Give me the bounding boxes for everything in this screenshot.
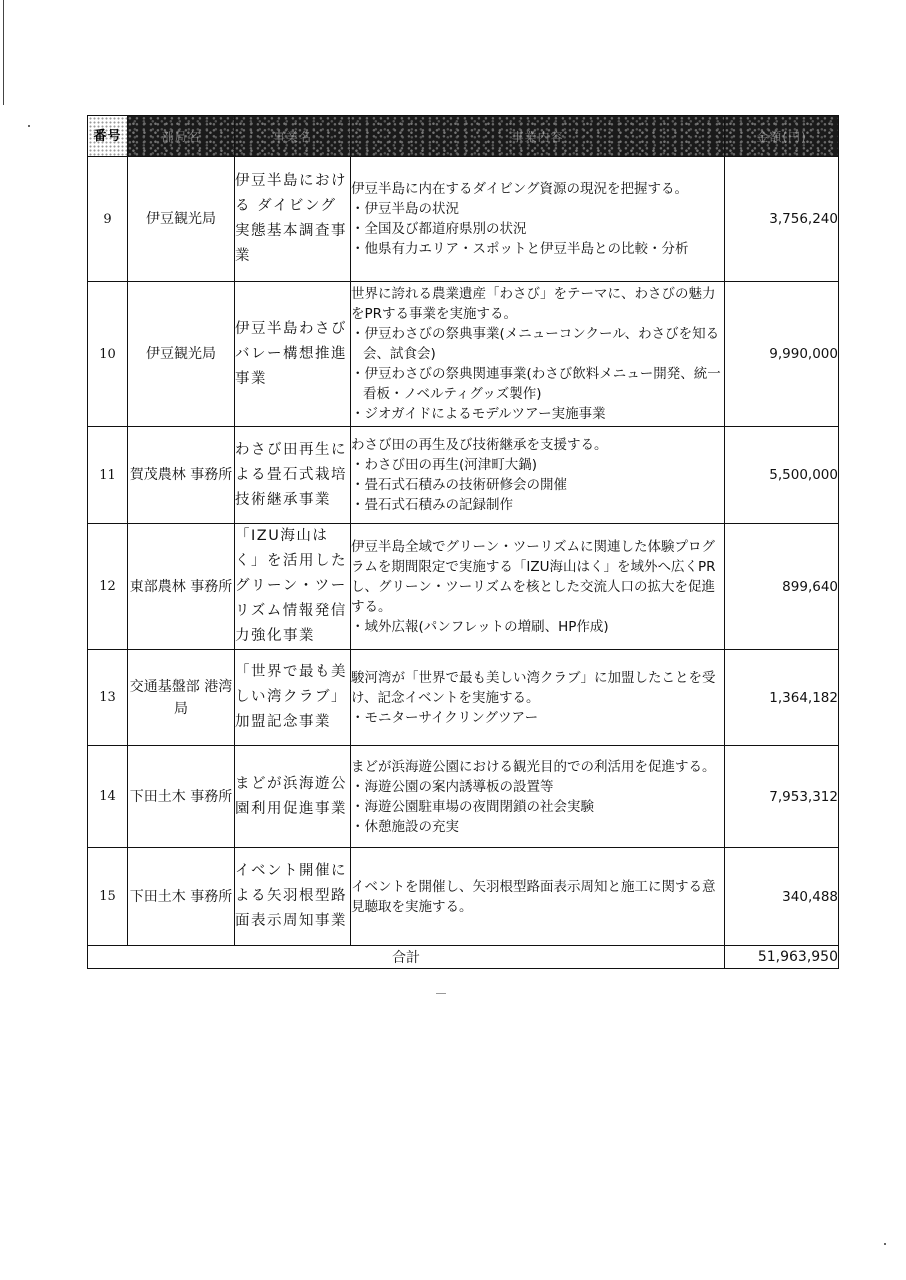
row-number: 12: [88, 524, 128, 650]
row-number: 14: [88, 746, 128, 848]
total-row: [88, 946, 839, 969]
row-amount: 3,756,240: [725, 157, 839, 282]
description-line: ・全国及び都道府県別の状況: [351, 221, 527, 237]
row-number: 15: [88, 848, 128, 946]
header-content: [351, 116, 725, 157]
project-budget-table: [87, 115, 839, 969]
table-row: [88, 524, 839, 650]
table-row: [88, 427, 839, 524]
description-line: ・海遊公園の案内誘導板の設置等: [351, 778, 554, 795]
header-project-label: 事業名: [272, 129, 312, 144]
scan-speck: [884, 1243, 886, 1245]
row-description: [351, 427, 725, 524]
header-project: [235, 116, 351, 157]
scan-margin-line: [3, 0, 4, 105]
header-number-label: 番号: [93, 128, 122, 144]
description-line: まどが浜海遊公園における観光目的での利活用を促進する。: [351, 758, 716, 775]
row-amount: 340,488: [725, 848, 839, 946]
row-amount: 5,500,000: [725, 427, 839, 524]
description-line: わさび田の再生及び技術継承を支援する。: [351, 437, 608, 453]
row-description: [351, 650, 725, 746]
row-project-name: イベント開催による矢羽根型路面表示周知事業: [235, 848, 351, 946]
description-line: ・伊豆半島の状況: [351, 201, 459, 217]
row-project-name: わさび田再生による畳石式栽培技術継承事業: [235, 427, 351, 524]
row-number: 13: [88, 650, 128, 746]
row-amount: 899,640: [725, 524, 839, 650]
description-line: ・伊豆わさびの祭典関連事業(わさび飲料メニュー開発、統一看板・ノベルティグッズ製作): [351, 366, 721, 402]
row-department: 賀茂農林 事務所: [128, 427, 235, 524]
table-row: [88, 282, 839, 427]
row-number: 9: [88, 157, 128, 282]
row-project-name: まどが浜海遊公園利用促進事業: [235, 746, 351, 848]
table-row: [88, 157, 839, 282]
table-row: [88, 650, 839, 746]
row-department: 伊豆観光局: [128, 157, 235, 282]
row-department: 東部農林 事務所: [128, 524, 235, 650]
row-description: [351, 848, 725, 946]
description-line: ・休憩施設の充実: [351, 818, 459, 835]
description-line: ・伊豆わさびの祭典事業(メニューコンクール、わさびを知る会、試食会): [351, 326, 720, 362]
description-line: イベントを開催し、矢羽根型路面表示周知と施工に関する意見聴取を実施する。: [351, 878, 716, 915]
table-header-row: [88, 116, 839, 157]
row-project-name: 伊豆半島における ダイビング実態基本調査事業: [235, 157, 351, 282]
row-description: [351, 524, 725, 650]
description-line: ・他県有力エリア・スポットと伊豆半島との比較・分析: [351, 241, 689, 257]
description-line: ・モニターサイクリングツアー: [351, 709, 539, 726]
row-number: 11: [88, 427, 128, 524]
description-line: ・畳石式石積みの記録制作: [351, 497, 513, 513]
row-project-name: 「IZU海山はく」を活用したグリーン・ツーリズム情報発信力強化事業: [235, 524, 351, 650]
description-line: ・海遊公園駐車場の夜間閉鎖の社会実験: [351, 798, 594, 815]
row-amount: 9,990,000: [725, 282, 839, 427]
scan-mark: [436, 993, 446, 994]
description-line: ・畳石式石積みの技術研修会の開催: [351, 477, 567, 493]
description-line: 世界に誇れる農業遺産「わさび」をテーマに、わさびの魅力をPRする事業を実施する。: [351, 286, 716, 322]
description-line: ・域外広報(パンフレットの増刷、HP作成): [351, 618, 609, 635]
row-description: [351, 282, 725, 427]
table-row: [88, 746, 839, 848]
header-department: [128, 116, 235, 157]
row-amount: 7,953,312: [725, 746, 839, 848]
row-department: 下田土木 事務所: [128, 746, 235, 848]
description-line: 伊豆半島に内在するダイビング資源の現況を把握する。: [351, 181, 688, 197]
header-amount-label: 金額(円): [756, 129, 807, 144]
description-line: ・ジオガイドによるモデルツアー実施事業: [351, 406, 606, 422]
scan-speck: [28, 125, 30, 127]
total-amount: 51,963,950: [725, 946, 839, 969]
row-department: 下田土木 事務所: [128, 848, 235, 946]
row-department: 伊豆観光局: [128, 282, 235, 427]
header-amount: [725, 116, 839, 157]
description-line: ・わさび田の再生(河津町大鍋): [351, 457, 538, 473]
header-department-label: 部局名: [161, 129, 201, 144]
table-row: [88, 848, 839, 946]
row-project-name: 「世界で最も美しい湾クラブ」加盟記念事業: [235, 650, 351, 746]
description-line: 駿河湾が「世界で最も美しい湾クラブ」に加盟したことを受け、記念イベントを実施する。: [351, 669, 716, 706]
row-number: 10: [88, 282, 128, 427]
row-department: 交通基盤部 港湾局: [128, 650, 235, 746]
header-content-label: 事業内容: [511, 129, 564, 144]
header-number: [88, 116, 128, 157]
row-amount: 1,364,182: [725, 650, 839, 746]
total-label: 合計: [88, 946, 725, 969]
row-description: [351, 157, 725, 282]
row-description: [351, 746, 725, 848]
description-line: 伊豆半島全域でグリーン・ツーリズムに関連した体験プログラムを期間限定で実施する「IZU海山はく」を域外へ広くPRし、グリーン・ツーリズムを核とした交流人口の拡大を促進する。: [351, 538, 716, 615]
row-project-name: 伊豆半島わさびバレー構想推進事業: [235, 282, 351, 427]
